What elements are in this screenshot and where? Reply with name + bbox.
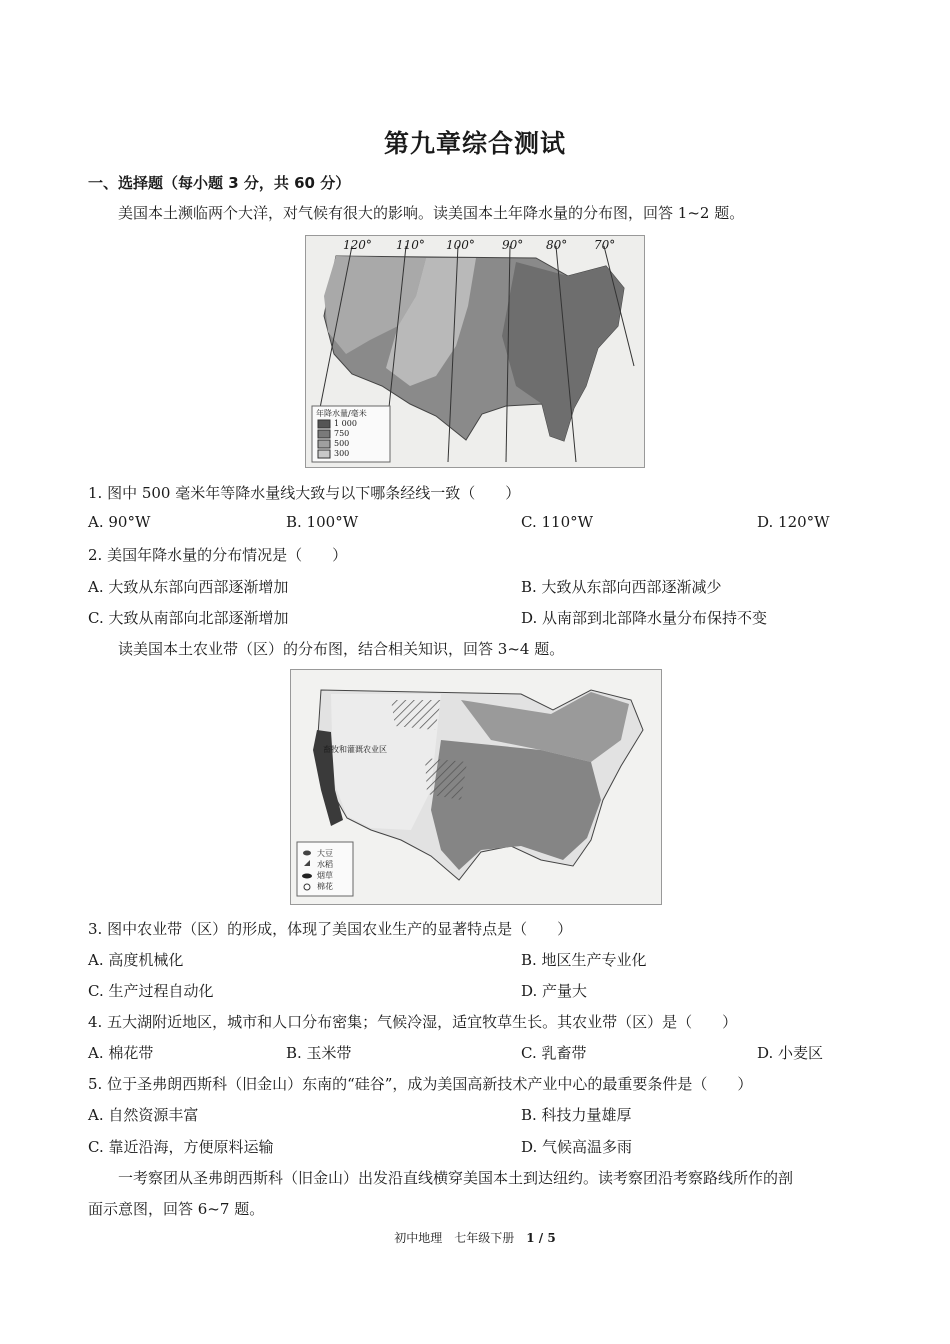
longitude-label-90: 90° xyxy=(502,238,524,252)
q5-option-c[interactable]: C. 靠近沿海，方便原料运输 xyxy=(88,1138,274,1156)
q2-option-d[interactable]: D. 从南部到北部降水量分布保持不变 xyxy=(521,609,768,627)
agriculture-map xyxy=(290,669,662,905)
q3-option-d[interactable]: D. 产量大 xyxy=(521,982,588,1000)
q5-option-a[interactable]: A. 自然资源丰富 xyxy=(88,1106,199,1124)
q5-option-d[interactable]: D. 气候高温多雨 xyxy=(521,1138,633,1156)
grazing-irrigation-region-label: 畜牧和灌溉农业区 xyxy=(323,745,387,754)
page-number: 1 / 5 xyxy=(526,1231,556,1245)
intro-paragraph-3-line-2: 面示意图，回答 6~7 题。 xyxy=(88,1200,265,1218)
section-heading: 一、选择题（每小题 3 分，共 60 分） xyxy=(88,174,351,192)
legend-cotton: 棉花 xyxy=(317,882,333,891)
intro-paragraph-2: 读美国本土农业带（区）的分布图，结合相关知识，回答 3~4 题。 xyxy=(118,640,565,658)
legend-750: 750 xyxy=(334,429,350,438)
legend-tobacco: 烟草 xyxy=(317,871,333,880)
q3-option-b[interactable]: B. 地区生产专业化 xyxy=(521,951,647,969)
question-4-stem: 4. 五大湖附近地区，城市和人口分布密集；气候冷湿，适宜牧草生长。其农业带（区）是（ ） xyxy=(88,1013,738,1031)
q5-option-b[interactable]: B. 科技力量雄厚 xyxy=(521,1106,632,1124)
legend-300: 300 xyxy=(334,449,350,458)
q4-option-c[interactable]: C. 乳畜带 xyxy=(521,1044,587,1062)
longitude-label-100: 100° xyxy=(446,238,475,252)
q2-option-c[interactable]: C. 大致从南部向北部逐渐增加 xyxy=(88,609,289,627)
q2-option-b[interactable]: B. 大致从东部向西部逐渐减少 xyxy=(521,578,722,596)
footer-text: 初中地理 七年级下册 xyxy=(394,1231,527,1245)
precipitation-map xyxy=(305,235,645,468)
q4-option-b[interactable]: B. 玉米带 xyxy=(286,1044,352,1062)
longitude-label-110: 110° xyxy=(396,238,425,252)
page-footer xyxy=(0,1229,950,1246)
intro-paragraph-1: 美国本土濒临两个大洋，对气候有很大的影响。读美国本土年降水量的分布图，回答 1~2 题。 xyxy=(118,204,745,222)
q1-option-c[interactable]: C. 110°W xyxy=(521,513,594,531)
page-title: 第九章综合测试 xyxy=(383,129,566,158)
q3-option-a[interactable]: A. 高度机械化 xyxy=(88,951,184,969)
agriculture-map-graphic xyxy=(291,670,661,904)
legend-soybean: 大豆 xyxy=(317,849,333,858)
question-2-stem: 2. 美国年降水量的分布情况是（ ） xyxy=(88,546,348,564)
legend-1000: 1 000 xyxy=(334,419,357,428)
q4-option-d[interactable]: D. 小麦区 xyxy=(757,1044,824,1062)
longitude-label-80: 80° xyxy=(546,238,568,252)
question-1-stem: 1. 图中 500 毫米年等降水量线大致与以下哪条经线一致（ ） xyxy=(88,484,521,502)
intro-paragraph-3-line-1: 一考察团从圣弗朗西斯科（旧金山）出发沿直线横穿美国本土到达纽约。读考察团沿考察路线所作的剖 xyxy=(118,1169,794,1187)
q2-option-a[interactable]: A. 大致从东部向西部逐渐增加 xyxy=(88,578,289,596)
question-3-stem: 3. 图中农业带（区）的形成，体现了美国农业生产的显著特点是（ ） xyxy=(88,920,573,938)
q3-option-c[interactable]: C. 生产过程自动化 xyxy=(88,982,214,1000)
q1-option-d[interactable]: D. 120°W xyxy=(757,513,830,531)
q4-option-a[interactable]: A. 棉花带 xyxy=(88,1044,154,1062)
legend-500: 500 xyxy=(334,439,350,448)
longitude-label-70: 70° xyxy=(594,238,616,252)
legend-rice: 水稻 xyxy=(317,860,333,869)
longitude-label-120: 120° xyxy=(343,238,372,252)
precipitation-legend-title: 年降水量/毫米 xyxy=(316,409,367,418)
precipitation-map-graphic xyxy=(306,236,644,467)
q1-option-b[interactable]: B. 100°W xyxy=(286,513,359,531)
question-5-stem: 5. 位于圣弗朗西斯科（旧金山）东南的“硅谷”，成为美国高新技术产业中心的最重要条件是（ ） xyxy=(88,1075,753,1093)
q1-option-a[interactable]: A. 90°W xyxy=(88,513,151,531)
